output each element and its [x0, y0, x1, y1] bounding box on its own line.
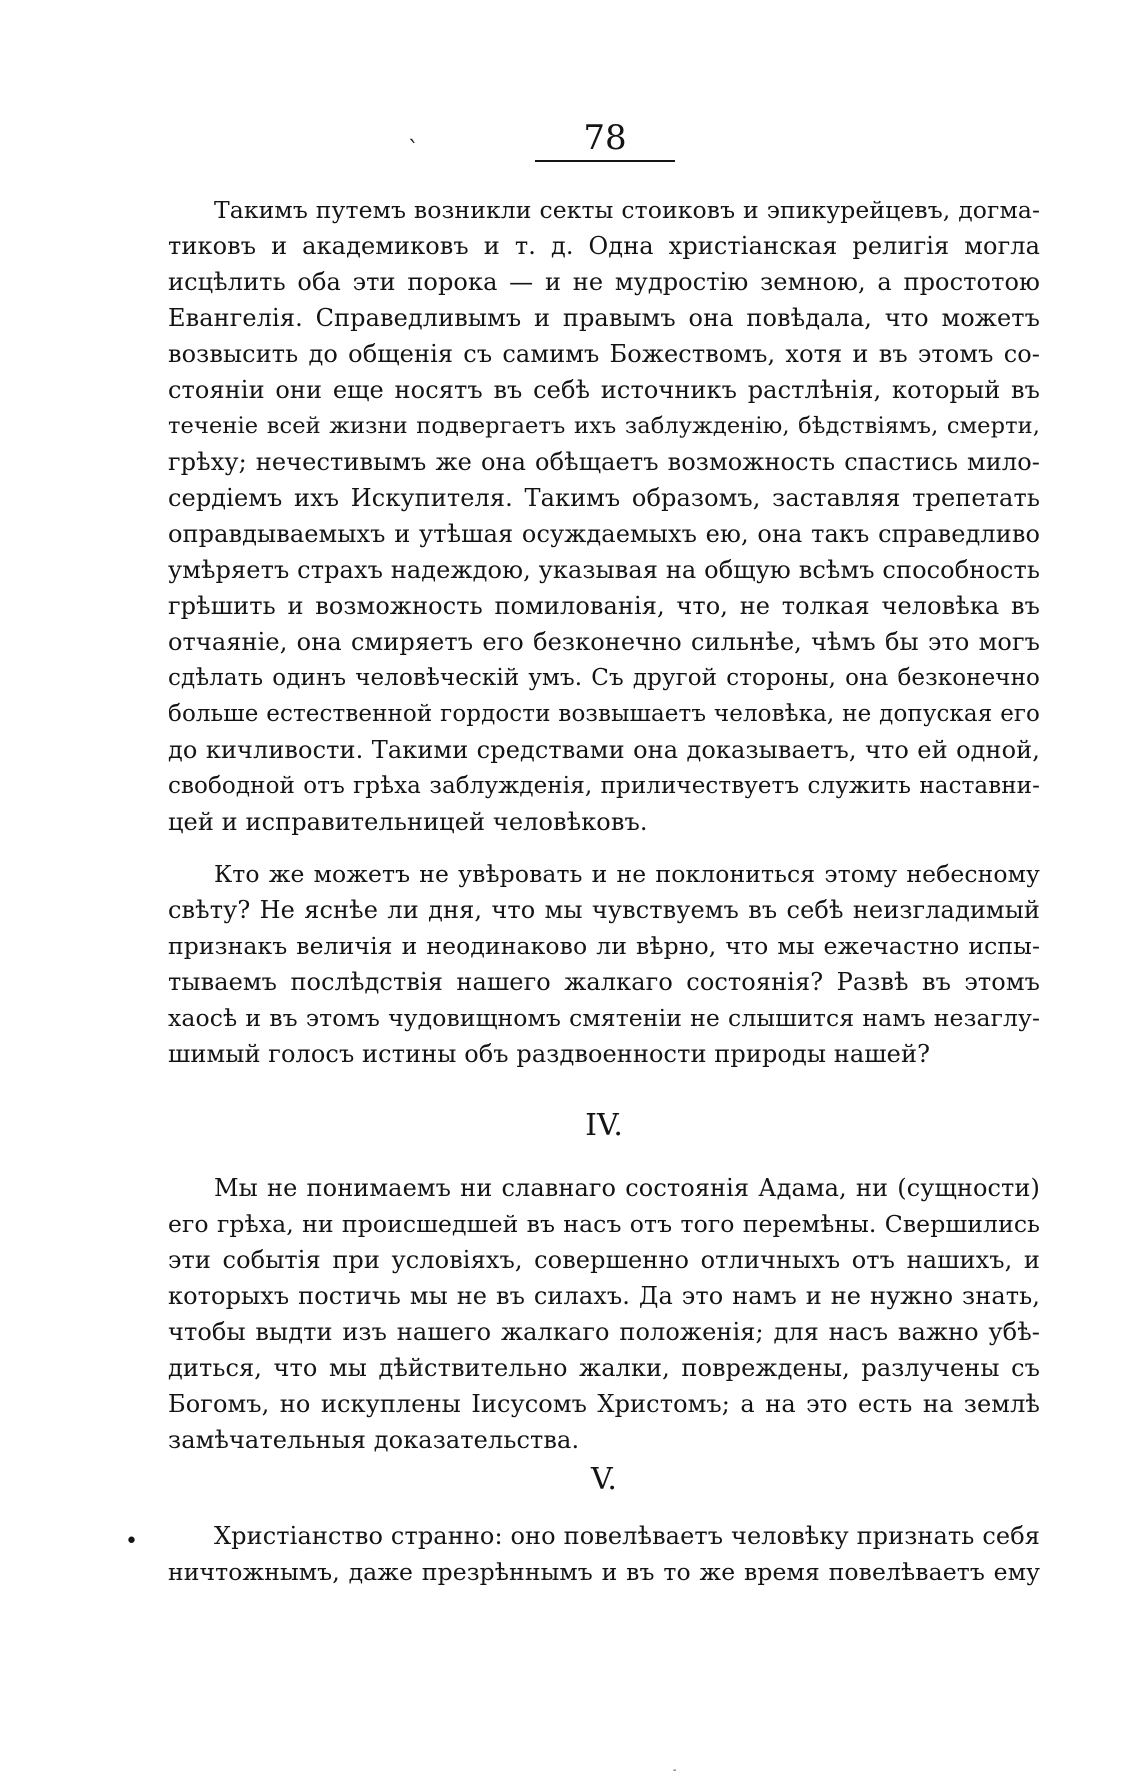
text-line: шимый голосъ истины объ раздвоенности природы нашей? [168, 1040, 931, 1068]
text-line: умѣряетъ страхъ надеждою, указывая на общую всѣмъ способность [168, 556, 1040, 584]
paragraph-3 [168, 1170, 1040, 1458]
text-line: Христіанство странно: оно повелѣваетъ человѣку признать себя [214, 1522, 1040, 1550]
paragraph-4 [168, 1518, 1040, 1590]
text-line: больше естественной гордости возвышаетъ человѣка, не допуская его [168, 701, 1040, 727]
text-line: замѣчательныя доказательства. [168, 1426, 580, 1454]
section-heading-iv: IV. [585, 1108, 623, 1143]
text-line: ничтожнымъ, даже презрѣннымъ и въ то же время повелѣваетъ ему [168, 1558, 1040, 1586]
text-line: свѣту? Не яснѣе ли дня, что мы чувствуемъ въ себѣ неизгладимый [168, 896, 1040, 924]
text-line: диться, что мы дѣйствительно жалки, повреждены, разлучены съ [168, 1354, 1040, 1382]
text-line: отчаяніе, она смиряетъ его безконечно сильнѣе, чѣмъ бы это могъ [168, 628, 1040, 656]
text-line: его грѣха, ни происшедшей въ насъ отъ того перемѣны. Свершились [168, 1210, 1040, 1238]
text-line: тываемъ послѣдствія нашего жалкаго состоянія? Развѣ въ этомъ [168, 968, 1040, 996]
text-line: исцѣлить оба эти порока — и не мудростію земною, а простотою [168, 268, 1040, 296]
text-line: чтобы выдти изъ нашего жалкаго положенія; для насъ важно убѣ- [168, 1318, 1040, 1346]
text-line: Такимъ путемъ возникли секты стоиковъ и эпикурейцевъ, догма- [214, 196, 1040, 224]
stray-mark-left: • [125, 1529, 138, 1554]
text-line: признакъ величія и неодинаково ли вѣрно, что мы ежечастно испы- [168, 932, 1040, 960]
text-line: до кичливости. Такими средствами она доказываетъ, что ей одной, [168, 736, 1040, 764]
stray-mark-top: ` [408, 138, 419, 163]
section-heading-v: V. [591, 1462, 617, 1497]
text-line: которыхъ постичь мы не въ силахъ. Да это намъ и не нужно знать, [168, 1282, 1040, 1310]
text-line: свободной отъ грѣха заблужденія, приличествуетъ служить наставни- [168, 773, 1040, 799]
text-line: Евангелія. Справедливымъ и правымъ она повѣдала, что можетъ [168, 304, 1040, 332]
text-line: эти событія при условіяхъ, совершенно отличныхъ отъ нашихъ, и [168, 1246, 1040, 1274]
paragraph-2 [168, 856, 1040, 1072]
page-number: 78 [535, 118, 675, 162]
text-line: Мы не понимаемъ ни славнаго состоянія Адама, ни (сущности) [214, 1174, 1040, 1202]
text-line: возвысить до общенія съ самимъ Божествомъ, хотя и въ этомъ со- [168, 340, 1040, 368]
text-line: теченіе всей жизни подвергаетъ ихъ заблужденію, бѣдствіямъ, смерти, [168, 413, 1040, 439]
paragraph-1 [168, 192, 1040, 840]
text-line: сердіемъ ихъ Искупителя. Такимъ образомъ, заставляя трепетать [168, 484, 1040, 512]
text-line: хаосѣ и въ этомъ чудовищномъ смятеніи не слышится намъ незаглу- [168, 1004, 1040, 1032]
text-line: Богомъ, но искуплены Іисусомъ Христомъ; а на это есть на землѣ [168, 1390, 1040, 1418]
text-line: оправдываемыхъ и утѣшая осуждаемыхъ ею, она такъ справедливо [168, 520, 1040, 548]
text-line: Кто же можетъ не увѣровать и не поклониться этому небесному [214, 860, 1040, 888]
stray-mark-bottom: - [673, 1765, 677, 1776]
text-line: тиковъ и академиковъ и т. д. Одна христіанская религія могла [168, 232, 1040, 260]
text-line: сдѣлать одинъ человѣческій умъ. Съ другой стороны, она безконечно [168, 665, 1040, 691]
text-line: грѣху; нечестивымъ же она обѣщаетъ возможность спастись мило- [168, 448, 1040, 476]
text-line: грѣшить и возможность помилованія, что, не толкая человѣка въ [168, 592, 1040, 620]
text-line: цей и исправительницей человѣковъ. [168, 808, 648, 836]
text-line: стояніи они еще носятъ въ себѣ источникъ растлѣнія, который въ [168, 376, 1040, 404]
